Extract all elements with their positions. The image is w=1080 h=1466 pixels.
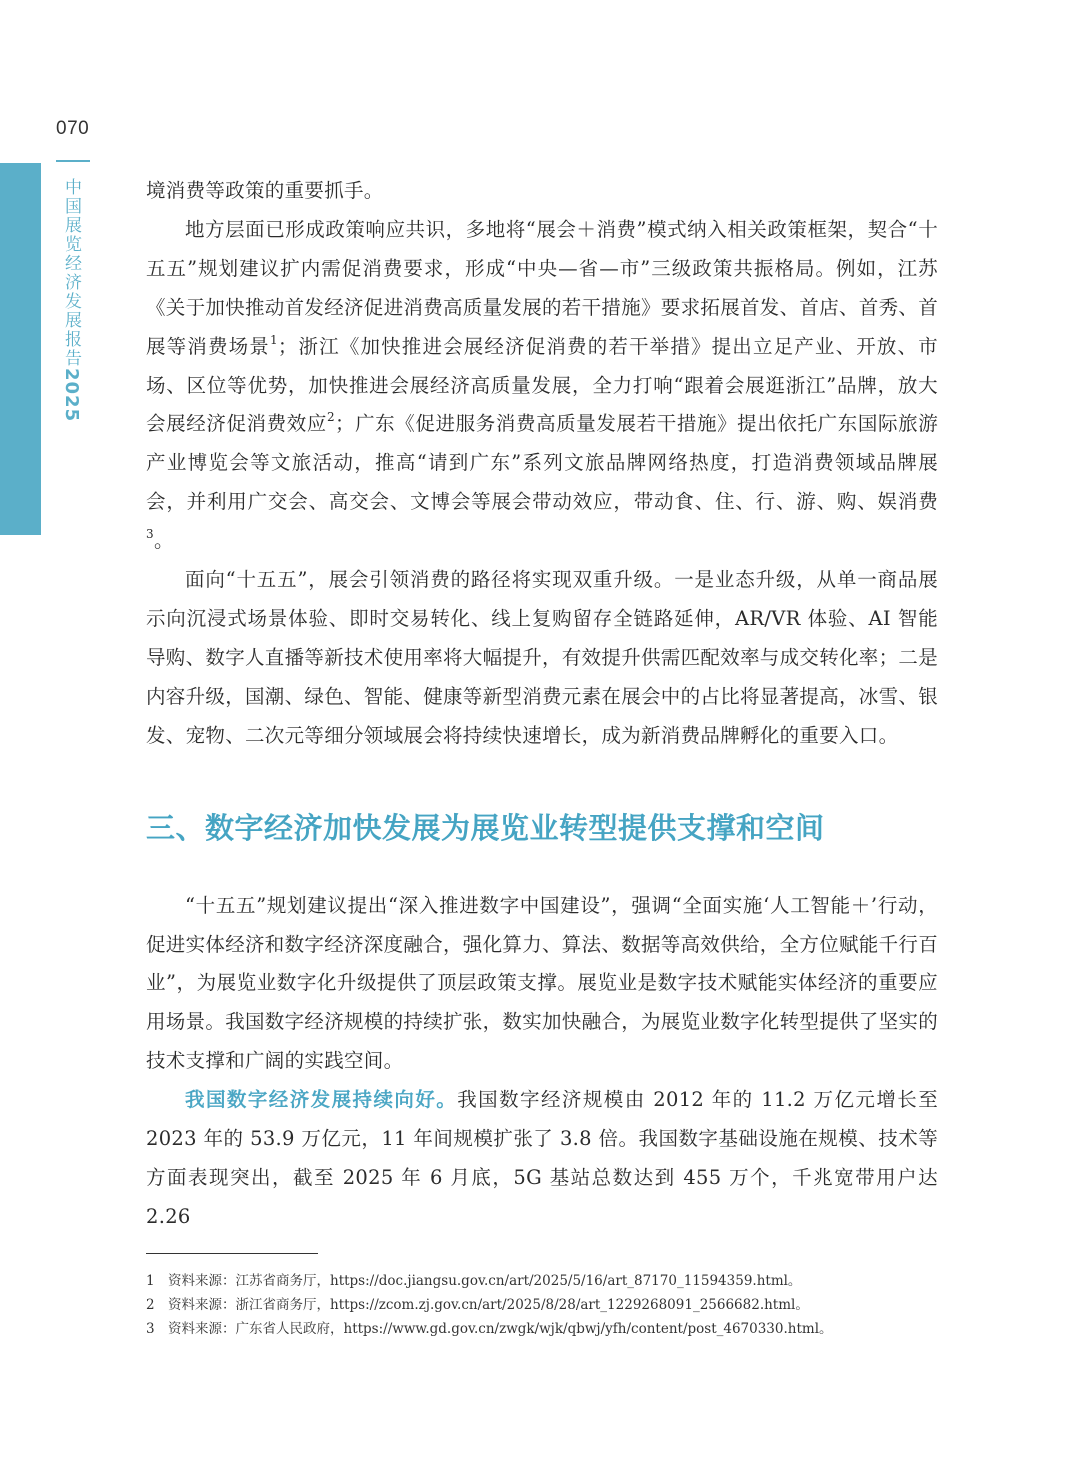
highlight-lead-sentence: 我国数字经济发展持续向好。: [185, 1088, 458, 1112]
running-title-year: 2025: [61, 368, 82, 423]
footnote-number: 3: [146, 1321, 155, 1337]
main-text: [146, 172, 938, 1237]
footnote-item: [146, 1269, 946, 1293]
footnote-ref-1[interactable]: 1: [269, 332, 278, 347]
footnote-text[interactable]: 资料来源：江苏省商务厅，https://doc.jiangsu.gov.cn/art/2025/5/16/art_87170_11594359.html。: [168, 1273, 802, 1289]
paragraph-upgrade-paths: 面向“十五五”，展会引领消费的路径将实现双重升级。一是业态升级，从单一商品展示向沉浸式场景体验、即时交易转化、线上复购留存全链路延伸，AR/VR 体验、AI 智能导购、数字人直播等新技术使用率将大幅提升，有效提升供需匹配效率与成交转化率；二是内容升级，国潮、绿色、智能、健康等新型消费元素在展会中的占比将显著提高，冰雪、银发、宠物、二次元等细分领域展会将持续快速增长，成为新消费品牌孵化的重要入口。: [146, 568, 939, 747]
footnote-text[interactable]: 资料来源：浙江省商务厅，https://zcom.zj.gov.cn/art/2025/8/28/art_1229268091_2566682.html。: [168, 1297, 809, 1313]
footnote-divider: [146, 1253, 318, 1254]
paragraph-local-policy: [146, 211, 938, 561]
footnote-item: [146, 1293, 946, 1317]
footnote-number: 2: [146, 1297, 155, 1313]
footnote-ref-2[interactable]: 2: [327, 410, 335, 425]
side-color-bar: [0, 163, 41, 535]
text-run: ；广东《促进服务消费高质量发展若干措施》提出依托广东国际旅游产业博览会等文旅活动，推高“请到广东”系列文旅品牌网络热度，打造消费领域品牌展会，并利用广交会、高交会、文博会等展会带动效应，带动食、住、行、游、购、娱消费: [146, 412, 938, 514]
page-number-rule: [56, 160, 90, 162]
paragraph-digital-economy: [146, 1081, 938, 1237]
running-title: [58, 178, 84, 422]
text-run: 。: [153, 529, 174, 553]
text-run: 我国数字经济规模由 2012 年的 11.2 万亿元增长至 2023 年的 53.9 万亿元，11 年间规模扩张了 3.8 倍。我国数字基础设施在规模、技术等方面表现突出，截至 2025 年 6 月底，5G 基站总数达到 455 万个，千兆宽带用户达 2.26: [146, 1088, 938, 1228]
footnote-ref-3[interactable]: 3: [146, 527, 154, 542]
running-title-text: 中国展览经济发展报告: [61, 178, 81, 368]
text-run: ；浙江《加快推进会展经济促消费的若干举措》提出立足产业、开放、市场、区位等优势，加快推进会展经济高质量发展，全力打响“跟着会展逛浙江”品牌，放大会展经济促消费效应: [146, 334, 938, 436]
footnote-text[interactable]: 资料来源：广东省人民政府，https://www.gd.gov.cn/zwgk/wjk/qbwj/yfh/content/post_4670330.html。: [168, 1321, 833, 1337]
paragraph-digital-china: “十五五”规划建议提出“深入推进数字中国建设”，强调“全面实施‘人工智能＋’行动，促进实体经济和数字经济深度融合，强化算力、算法、数据等高效供给，全方位赋能千行百业”，为展览业数字化升级提供了顶层政策支撑。展览业是数字技术赋能实体经济的重要应用场景。我国数字经济规模的持续扩张，数实加快融合，为展览业数字化转型提供了坚实的技术支撑和广阔的实践空间。: [146, 893, 939, 1073]
page-number: 070: [56, 118, 90, 139]
section-heading: 三、数字经济加快发展为展览业转型提供支撑和空间: [146, 810, 825, 845]
text-run: 地方层面已形成政策响应共识，多地将“展会＋消费”模式纳入相关政策框架，契合“十五五”规划建议扩内需促消费要求，形成“中央—省—市”三级政策共振格局。例如，江苏《关于加快推动首发经济促进消费高质量发展的若干措施》要求拓展首发、首店、首秀、首展等消费场景: [146, 217, 939, 358]
footnote-item: [146, 1317, 946, 1341]
footnote-number: 1: [146, 1273, 155, 1289]
footnotes: [146, 1269, 946, 1341]
paragraph-continued: 境消费等政策的重要抓手。: [146, 179, 384, 202]
